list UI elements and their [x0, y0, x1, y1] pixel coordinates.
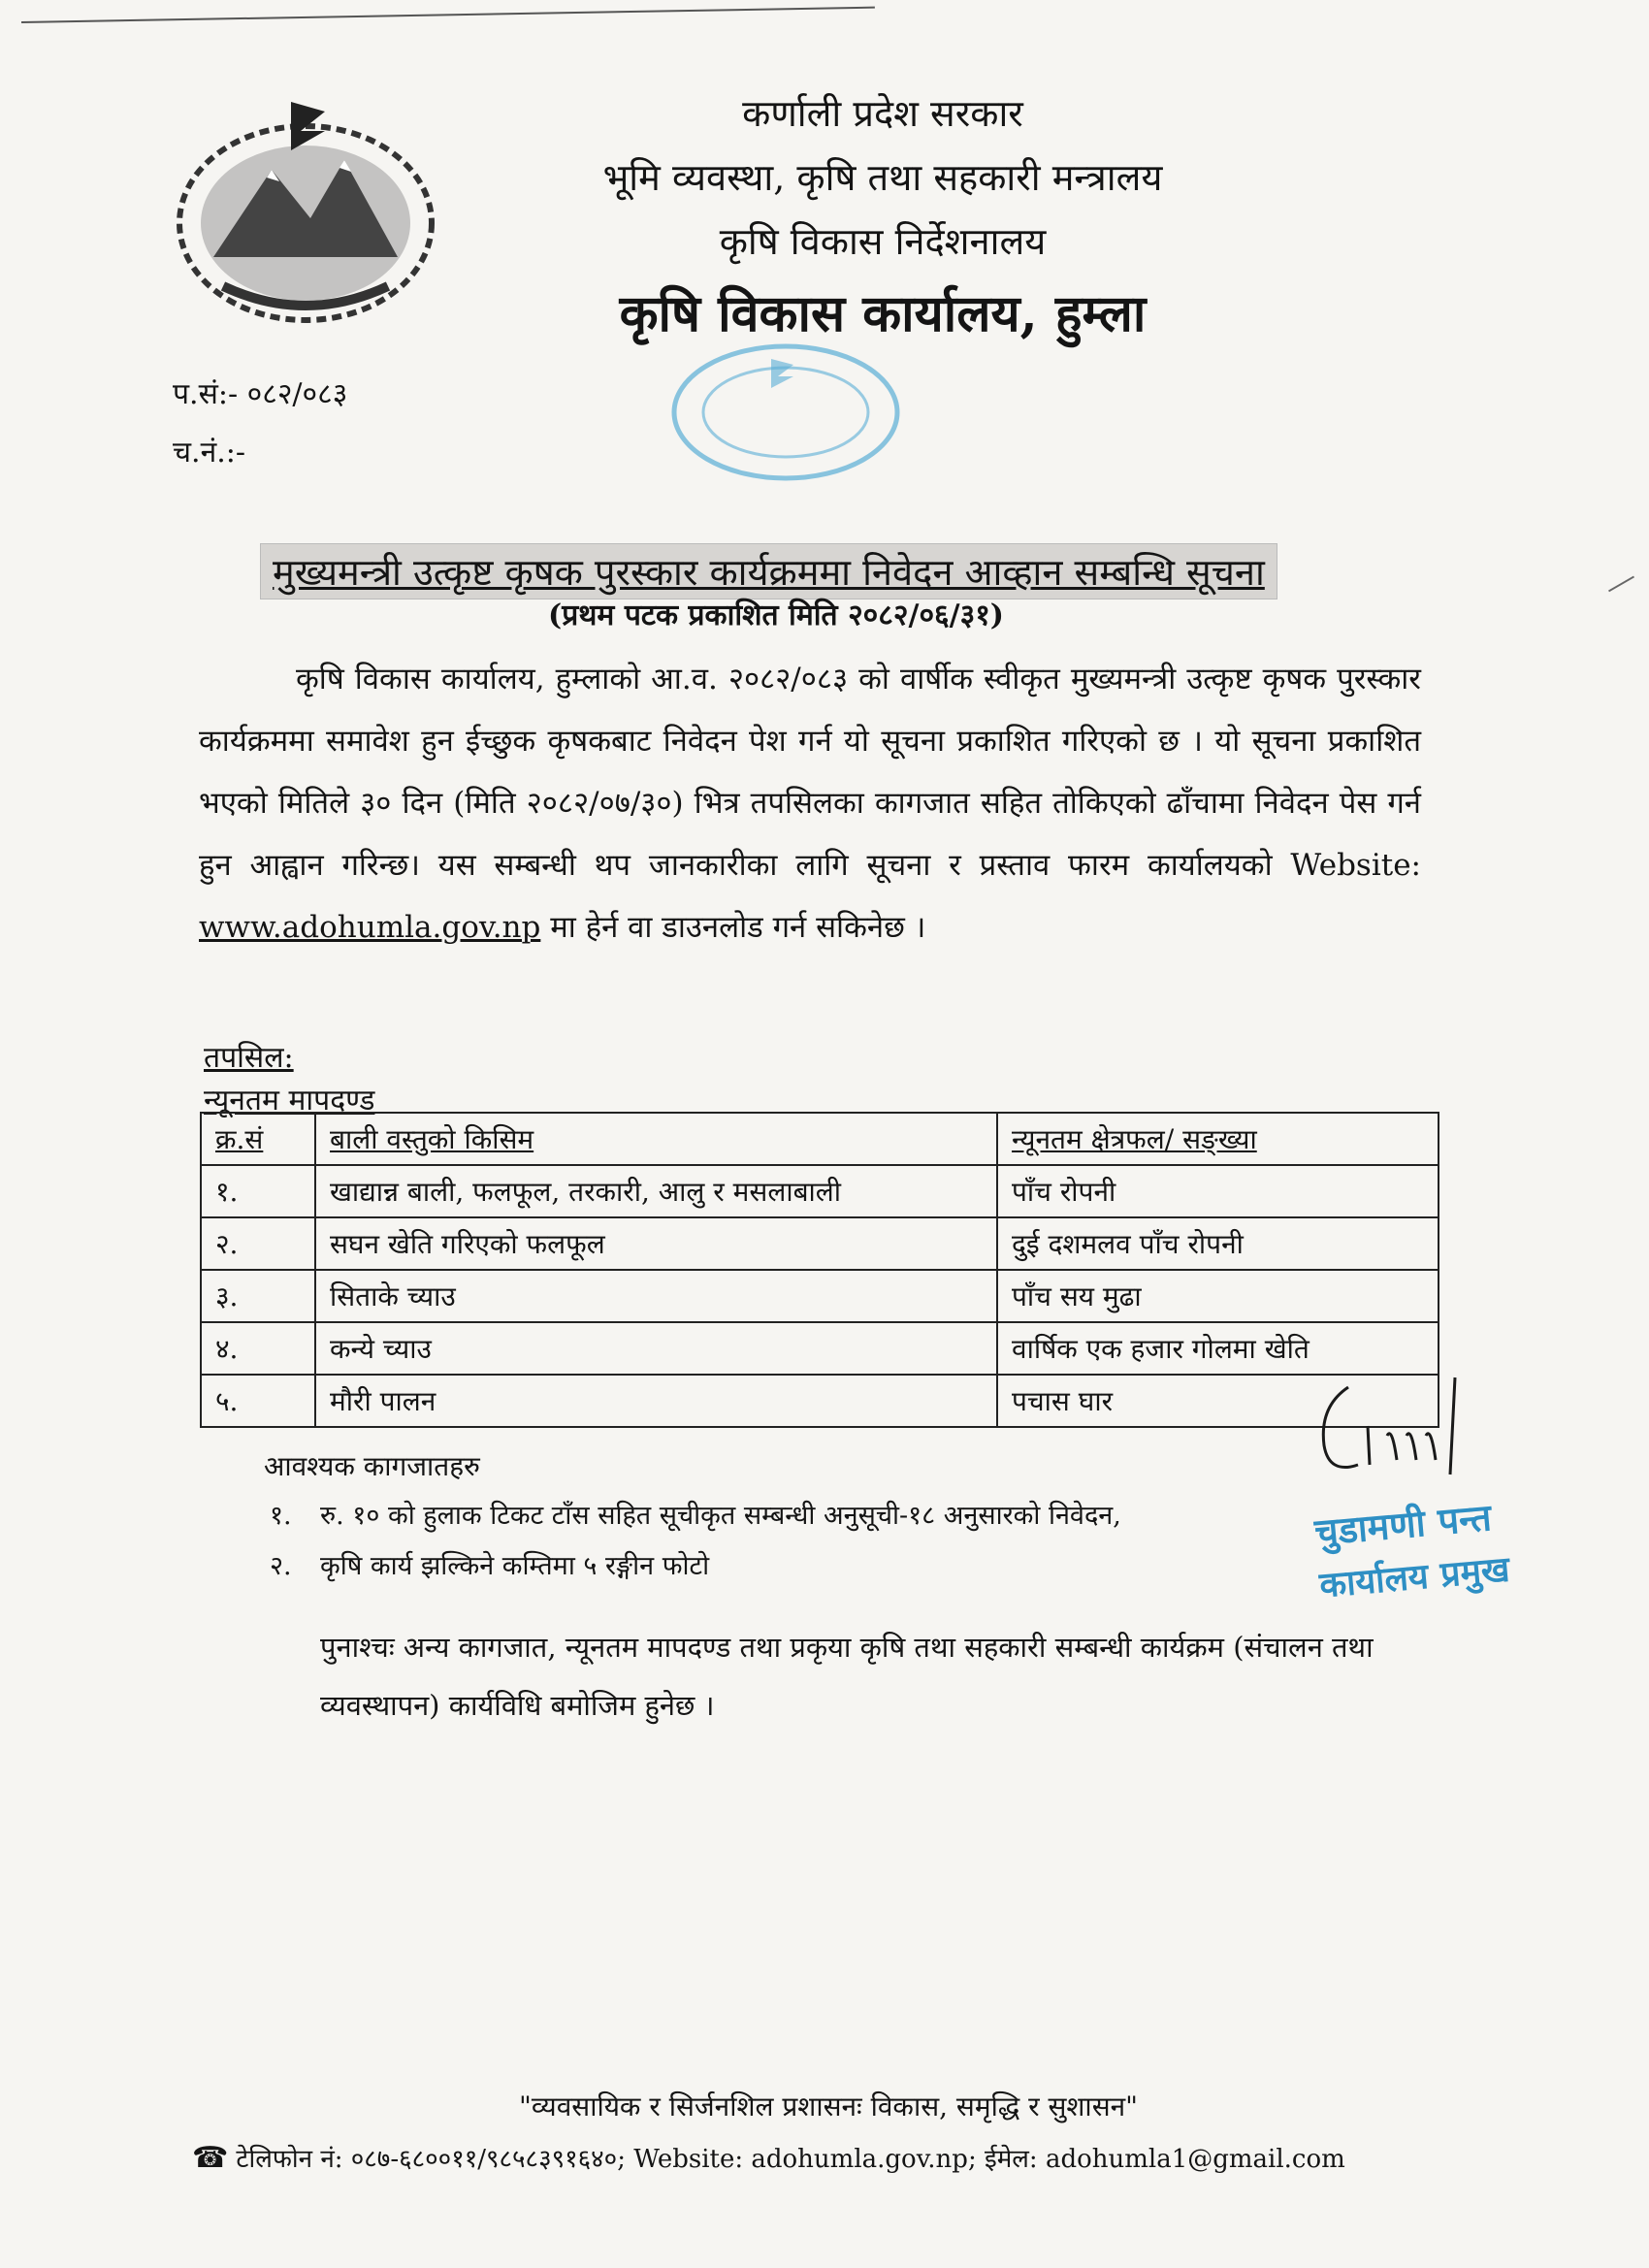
contact-text: टेलिफोन नं: ०८७-६८००११/९८५८३९१६४०; Website: adohumla.gov.np; ईमेल: adohumla1@gmail.com [236, 2145, 1345, 2174]
dispatch-number: च.नं.:- [173, 436, 246, 470]
row-crop: सघन खेति गरिएको फलफूल [315, 1217, 997, 1270]
row-sn: २. [201, 1217, 315, 1270]
header-crop-type: बाली वस्तुको किसिम [315, 1113, 997, 1165]
document-item [270, 1546, 709, 1582]
row-area: पाँच सय मुढा [997, 1270, 1439, 1322]
row-area: वार्षिक एक हजार गोलमा खेति [997, 1322, 1439, 1375]
table-row [201, 1375, 1439, 1427]
document-text: कृषि कार्य झल्किने कम्तिमा ५ रङ्गीन फोटो [320, 1551, 710, 1581]
signatory-name: चुडामणी पन्त [1312, 1496, 1494, 1554]
documents-heading: आवश्यक कागजातहरु [264, 1450, 480, 1482]
header-province: कर्णाली प्रदेश सरकार [742, 92, 1023, 135]
document-num: १. [270, 1501, 292, 1531]
notice-body [199, 648, 1421, 958]
table-row [201, 1217, 1439, 1270]
section-tapasil: तपसिल: [204, 1041, 294, 1075]
row-area: पचास घार [997, 1375, 1439, 1427]
office-stamp-icon [660, 330, 912, 495]
table-row [201, 1322, 1439, 1375]
notice-body-tail: मा हेर्न वा डाउनलोड गर्न सकिनेछ । [540, 910, 926, 945]
table-header-row [201, 1113, 1439, 1165]
document-item [270, 1496, 1121, 1532]
header-directorate: कृषि विकास निर्देशनालय [719, 220, 1047, 263]
nepal-emblem-icon [165, 92, 446, 335]
criteria-table [200, 1112, 1439, 1428]
row-crop: खाद्यान्न बाली, फलफूल, तरकारी, आलु र मसलाबाली [315, 1165, 997, 1217]
row-crop: मौरी पालन [315, 1375, 997, 1427]
header-ministry: भूमि व्यवस्था, कृषि तथा सहकारी मन्त्रालय [602, 156, 1163, 199]
header-office: कृषि विकास कार्यालय, हुम्ला [619, 284, 1147, 343]
signature-icon [1310, 1368, 1504, 1484]
notice-subtitle: (प्रथम पटक प्रकाशित मिति २०८२/०६/३१) [548, 599, 1004, 632]
header-min-area: न्यूनतम क्षेत्रफल/ सङ्ख्या [997, 1113, 1439, 1165]
row-sn: १. [201, 1165, 315, 1217]
document-text: रु. १० को हुलाक टिकट टाँस सहित सूचीकृत सम्बन्धी अनुसूची-१८ अनुसारको निवेदन, [320, 1501, 1121, 1531]
telephone-icon: ☎ [192, 2141, 229, 2175]
document-num: २. [270, 1551, 292, 1581]
table-row [201, 1165, 1439, 1217]
website-link[interactable]: www.adohumla.gov.np [199, 910, 541, 945]
row-crop: सिताके च्याउ [315, 1270, 997, 1322]
footer-contact [192, 2140, 1345, 2175]
notice-body-text: कृषि विकास कार्यालय, हुम्लाको आ.व. २०८२/०८३ को वार्षीक स्वीकृत मुख्यमन्त्री उत्कृष्ट कृषक पुरस्कार कार्यक्रममा समावेश हुन ईच्छुक कृषकबाट निवेदन पेश गर्न यो सूचना प्रकाशित गरिएको छ । यो सूचना प्रकाशित भएको मितिले ३० दिन (मिति २०८२/०७/३०) भित्र तपसिलका कागजात सहित तोकिएको ढाँचामा निवेदन पेस गर्न हुन आह्वान गरिन्छ। यस सम्बन्धी थप जानकारीका लागि सूचना र प्रस्ताव फारम कार्यालयको Website: [199, 662, 1421, 883]
table-row [201, 1270, 1439, 1322]
section-criteria: न्यूनतम मापदण्ड [204, 1084, 375, 1118]
row-crop: कन्ये च्याउ [315, 1322, 997, 1375]
row-sn: ५. [201, 1375, 315, 1427]
scan-edge-line [21, 7, 875, 23]
footnote: पुनाश्चः अन्य कागजात, न्यूनतम मापदण्ड तथा प्रकृया कृषि तथा सहकारी सम्बन्धी कार्यक्रम (संचालन तथा व्यवस्थापन) कार्यविधि बमोजिम हुनेछ । [320, 1631, 1374, 1722]
scan-mark [1608, 576, 1641, 604]
header-sn: क्र.सं [201, 1113, 315, 1165]
signatory-title: कार्यालय प्रमुख [1317, 1549, 1512, 1606]
row-sn: ४. [201, 1322, 315, 1375]
footer-motto: "व्यवसायिक र सिर्जनशिल प्रशासनः विकास, समृद्धि र सुशासन" [519, 2090, 1139, 2122]
row-sn: ३. [201, 1270, 315, 1322]
row-area: दुई दशमलव पाँच रोपनी [997, 1217, 1439, 1270]
notice-title: मुख्यमन्त्री उत्कृष्ट कृषक पुरस्कार कार्यक्रममा निवेदन आव्हान सम्बन्धि सूचना [260, 543, 1277, 599]
row-area: पाँच रोपनी [997, 1165, 1439, 1217]
reference-number: प.सं:- ०८२/०८३ [173, 377, 348, 411]
